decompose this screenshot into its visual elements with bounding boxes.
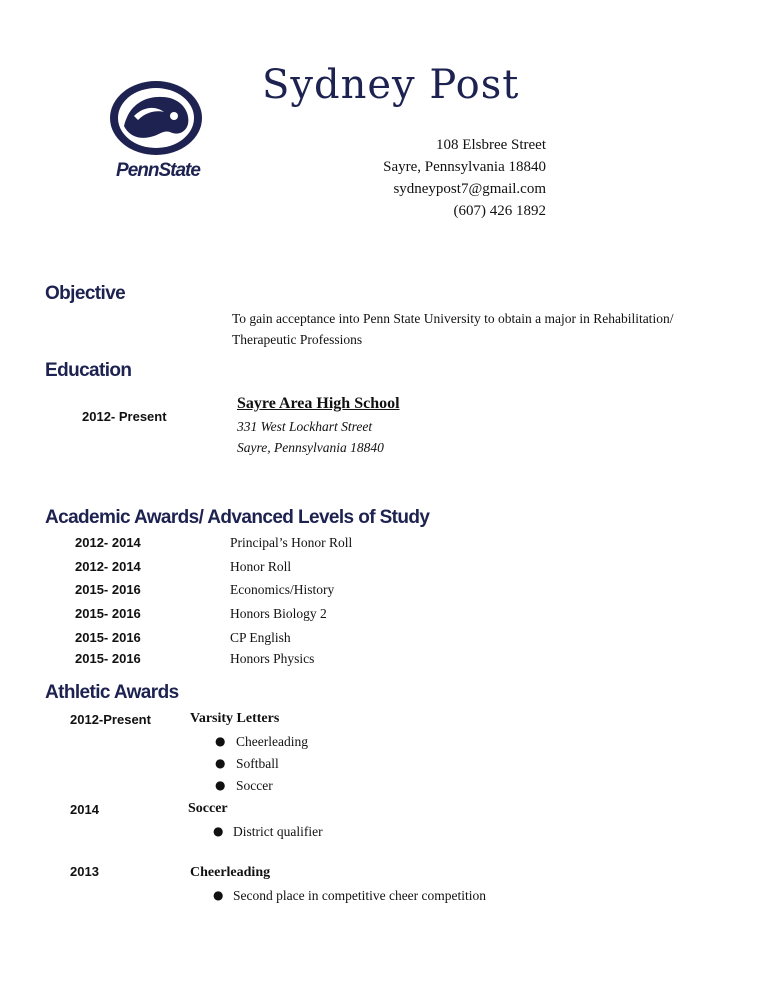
penn-state-logo bbox=[94, 80, 222, 188]
school-name: Sayre Area High School bbox=[237, 395, 400, 412]
academic-date: 2012- 2014 bbox=[75, 535, 141, 550]
athletic-title: Soccer bbox=[188, 801, 228, 816]
athletic-date: 2014 bbox=[70, 802, 99, 817]
athletic-bullet: Softball bbox=[236, 756, 279, 771]
athletic-bullet: District qualifier bbox=[233, 824, 323, 839]
athletic-heading: Athletic Awards bbox=[45, 682, 179, 703]
athletic-date: 2012-Present bbox=[70, 712, 151, 727]
athletic-bullet: Cheerleading bbox=[236, 734, 308, 749]
page-title: Sydney Post bbox=[262, 62, 520, 108]
bullet-icon: ● bbox=[215, 778, 226, 792]
contact-street: 108 Elsbree Street bbox=[436, 137, 546, 153]
contact-email: sydneypost7@gmail.com bbox=[393, 181, 546, 197]
contact-phone: (607) 426 1892 bbox=[453, 203, 546, 219]
athletic-bullet: Second place in competitive cheer competition bbox=[233, 888, 487, 903]
education-date: 2012- Present bbox=[82, 409, 167, 424]
academic-item: Honors Physics bbox=[230, 651, 315, 666]
bullet-icon: ● bbox=[213, 824, 224, 838]
school-address-line1: 331 West Lockhart Street bbox=[237, 419, 373, 434]
objective-heading: Objective bbox=[45, 283, 126, 304]
athletic-title: Varsity Letters bbox=[190, 711, 280, 726]
academic-item: CP English bbox=[230, 630, 291, 645]
contact-city: Sayre, Pennsylvania 18840 bbox=[383, 159, 546, 175]
academic-date: 2015- 2016 bbox=[75, 630, 141, 645]
athletic-bullet: Soccer bbox=[236, 778, 273, 793]
academic-item: Honor Roll bbox=[230, 559, 292, 574]
objective-text-line2: Therapeutic Professions bbox=[232, 332, 363, 347]
academic-date: 2015- 2016 bbox=[75, 651, 141, 666]
school-address-line2: Sayre, Pennsylvania 18840 bbox=[237, 440, 384, 455]
bullet-icon: ● bbox=[215, 734, 226, 748]
bullet-icon: ● bbox=[213, 888, 224, 902]
bullet-icon: ● bbox=[215, 756, 226, 770]
athletic-date: 2013 bbox=[70, 864, 99, 879]
academic-item: Economics/History bbox=[230, 582, 335, 597]
athletic-title: Cheerleading bbox=[190, 865, 271, 880]
academic-heading: Academic Awards/ Advanced Levels of Study bbox=[45, 507, 430, 528]
objective-text-line1: To gain acceptance into Penn State University to obtain a major in Rehabilitation/ bbox=[232, 311, 674, 326]
academic-item: Principal’s Honor Roll bbox=[230, 535, 353, 550]
academic-date: 2015- 2016 bbox=[75, 582, 141, 597]
academic-date: 2015- 2016 bbox=[75, 606, 141, 621]
academic-item: Honors Biology 2 bbox=[230, 606, 327, 621]
education-heading: Education bbox=[45, 360, 132, 381]
academic-date: 2012- 2014 bbox=[75, 559, 141, 574]
penn-state-wordmark: PennState bbox=[116, 160, 200, 181]
